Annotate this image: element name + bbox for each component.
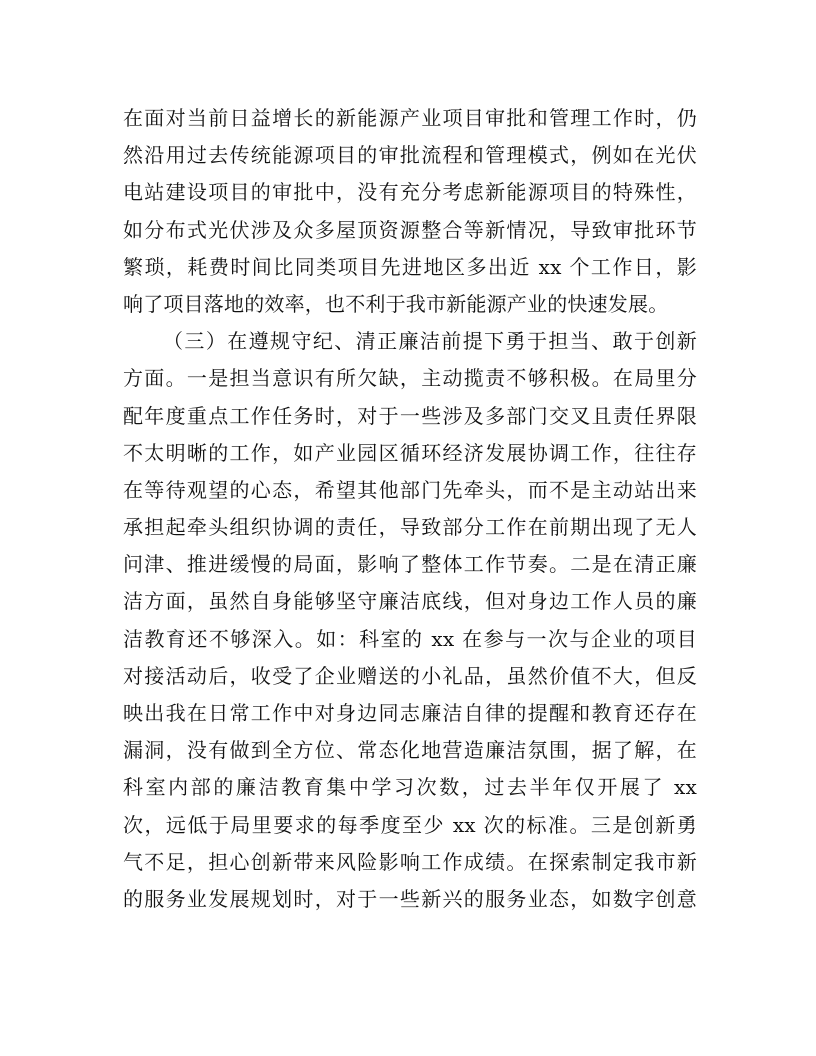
section-heading-line: （三）在遵规守纪、清正廉洁前提下勇于担当、敢于创新: [163, 329, 697, 354]
text-line: 如分布式光伏涉及众多屋顶资源整合等新情况，导致审批环节: [123, 217, 697, 242]
body-text: [123, 100, 697, 918]
text-line: 然沿用过去传统能源项目的审批流程和管理模式，例如在光伏: [123, 143, 697, 168]
text-line: 不太明晰的工作，如产业园区循环经济发展协调工作，往往存: [123, 440, 697, 465]
text-line: 对接活动后，收受了企业赠送的小礼品，虽然价值不大，但反: [123, 663, 697, 688]
text-line: 洁方面，虽然自身能够坚守廉洁底线，但对身边工作人员的廉: [123, 589, 697, 614]
text-line: 气不足，担心创新带来风险影响工作成绩。在探索制定我市新: [123, 849, 697, 874]
text-line: 在面对当前日益增长的新能源产业项目审批和管理工作时，仍: [123, 106, 697, 130]
text-line: 次，远低于局里要求的每季度至少 xx 次的标准。三是创新勇: [123, 812, 697, 837]
text-line: 洁教育还不够深入。如：科室的 xx 在参与一次与企业的项目: [123, 626, 697, 651]
text-line: 漏洞，没有做到全方位、常态化地营造廉洁氛围，据了解，在: [123, 738, 697, 763]
text-line: 配年度重点工作任务时，对于一些涉及多部门交叉且责任界限: [123, 403, 697, 428]
text-line: 映出我在日常工作中对身边同志廉洁自律的提醒和教育还存在: [123, 701, 697, 725]
text-line: 科室内部的廉洁教育集中学习次数，过去半年仅开展了 xx: [123, 775, 697, 800]
text-line: 电站建设项目的审批中，没有充分考虑新能源项目的特殊性，: [123, 180, 697, 205]
text-line: 繁琐，耗费时间比同类项目先进地区多出近 xx 个工作日，影: [123, 254, 697, 279]
text-line: 的服务业发展规划时，对于一些新兴的服务业态，如数字创意: [123, 886, 697, 911]
text-line: 问津、推进缓慢的局面，影响了整体工作节奏。二是在清正廉: [123, 552, 697, 577]
text-line: 在等待观望的心态，希望其他部门先牵头，而不是主动站出来: [123, 477, 697, 502]
text-line: 方面。一是担当意识有所欠缺，主动揽责不够积极。在局里分: [123, 366, 697, 391]
text-line: 承担起牵头组织协调的责任，导致部分工作在前期出现了无人: [123, 515, 697, 540]
text-line: 响了项目落地的效率，也不利于我市新能源产业的快速发展。: [123, 291, 669, 316]
